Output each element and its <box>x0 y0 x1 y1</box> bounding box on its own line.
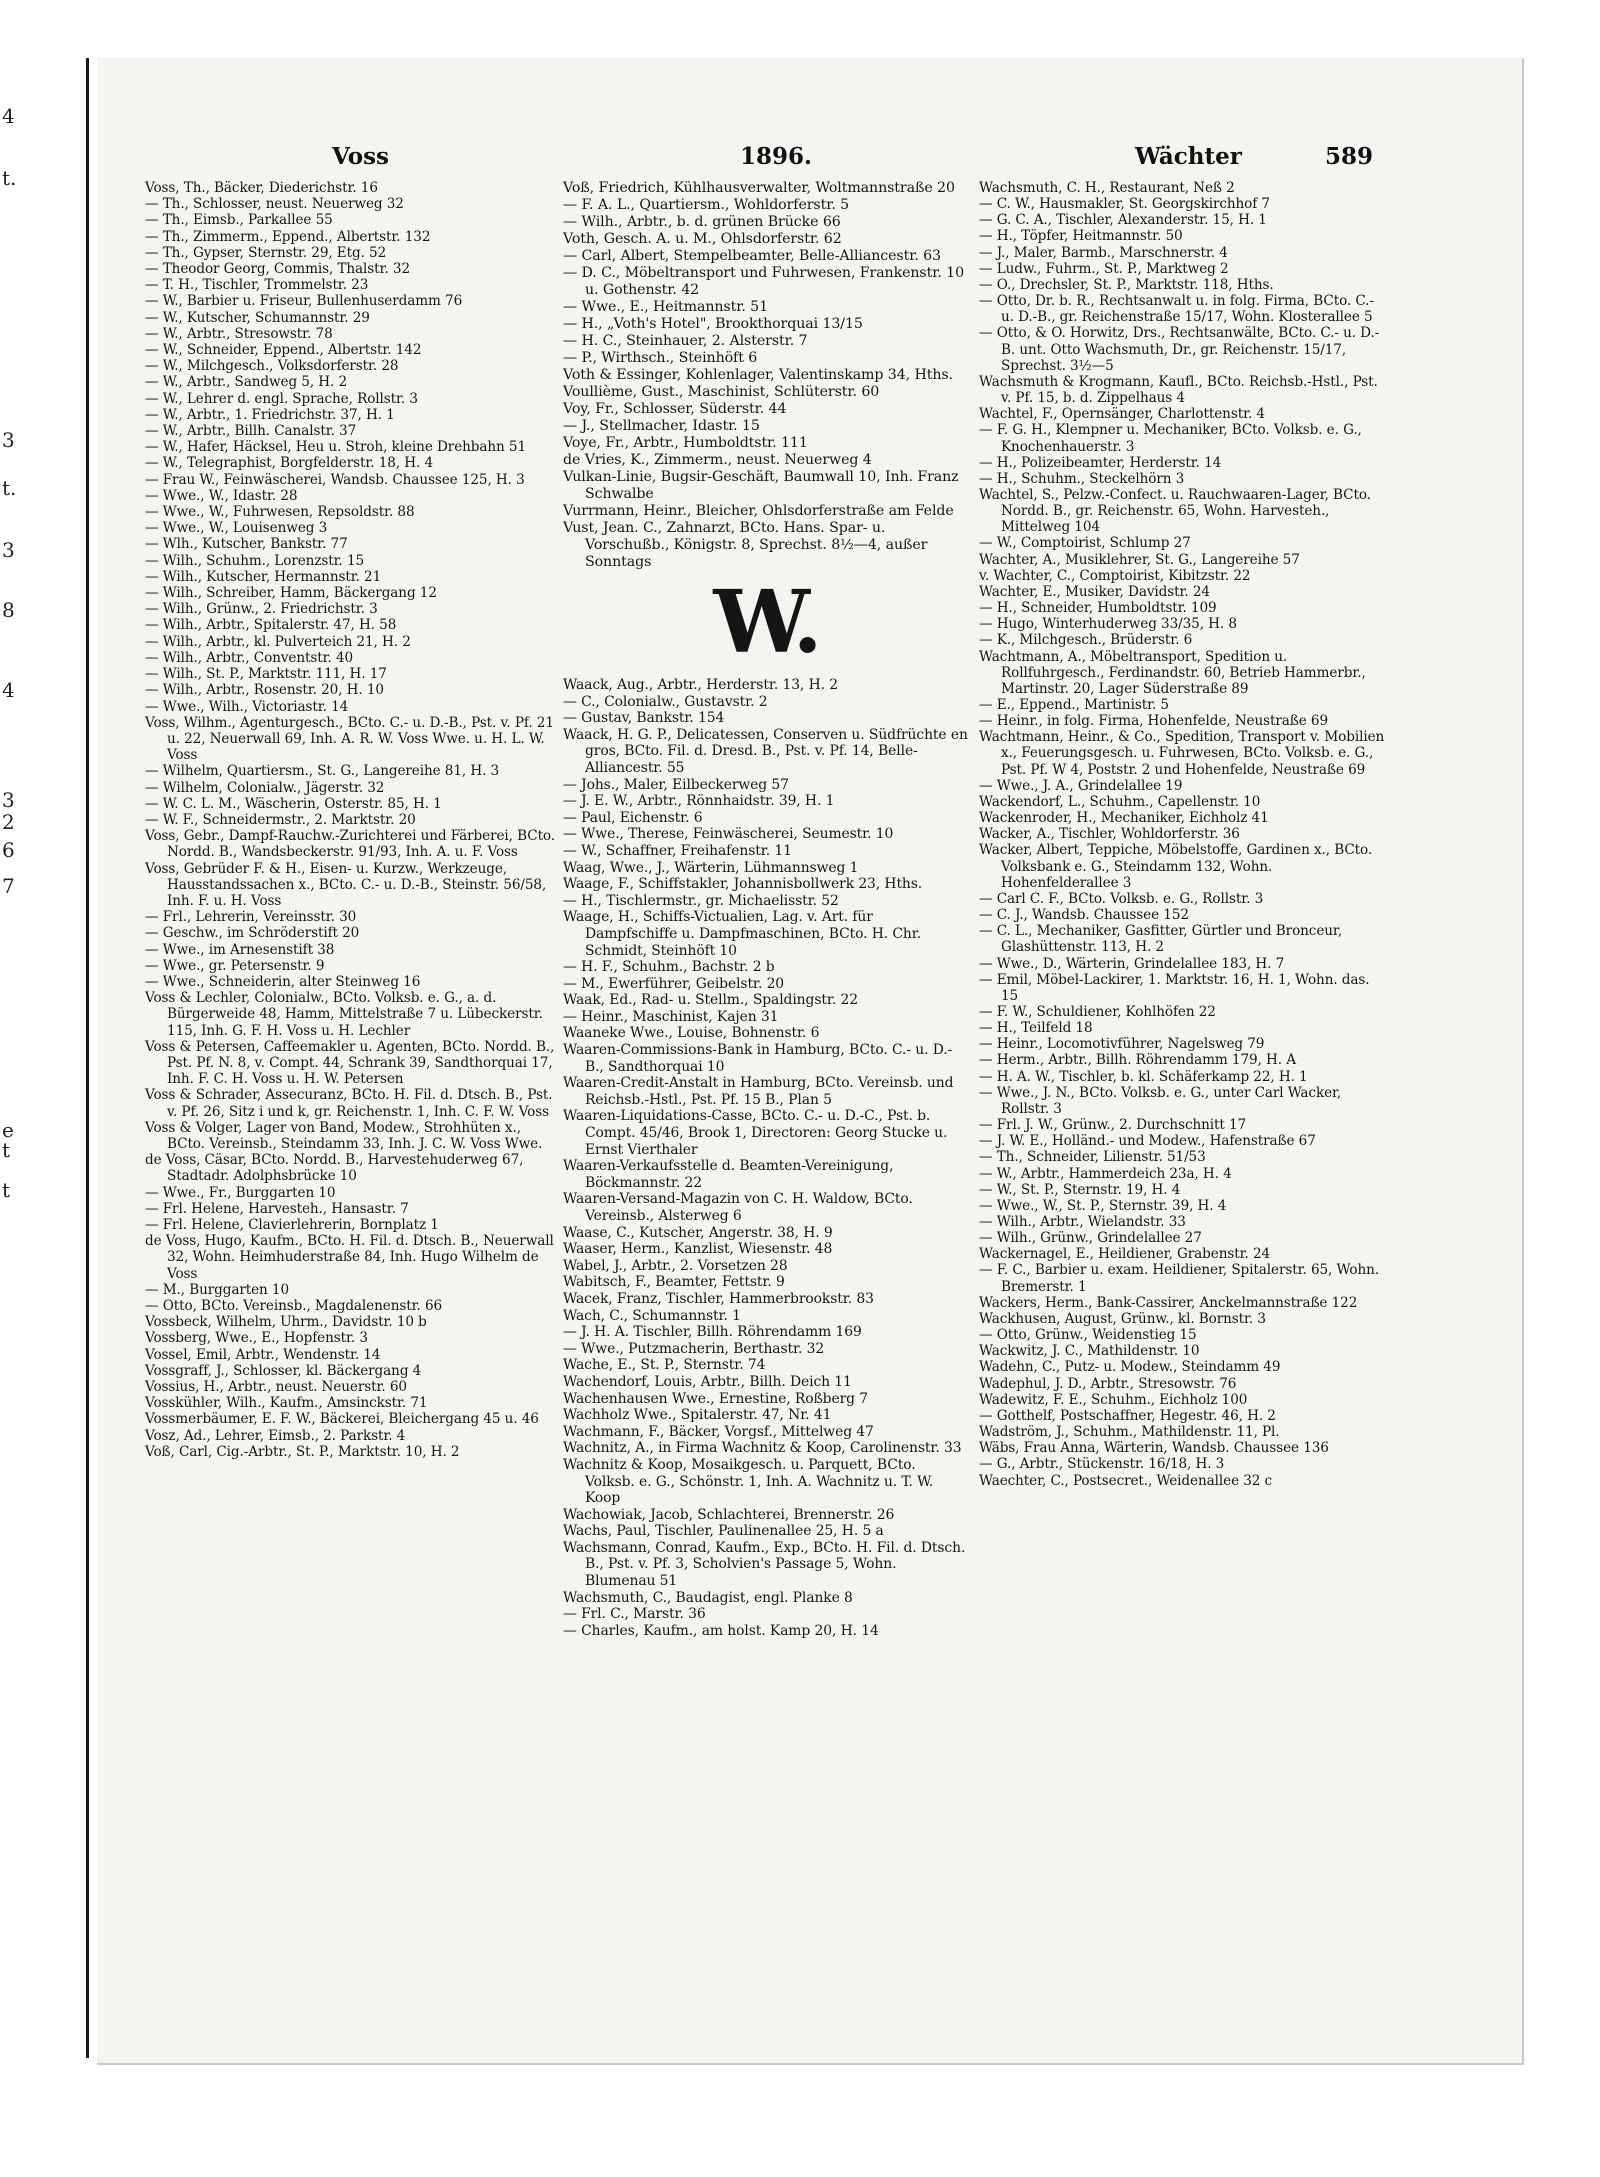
directory-entry: — Wilh., Grünw., 2. Friedrichstr. 3 <box>145 601 378 618</box>
directory-entry: Waaneke Wwe., Louise, Bohnenstr. 6 <box>563 1025 820 1042</box>
directory-entry: — E., Eppend., Martinistr. 5 <box>979 697 1169 713</box>
edge-mark: 8 <box>2 598 15 622</box>
directory-entry: — F. W., Schuldiener, Kohlhöfen 22 <box>979 1003 1216 1020</box>
directory-entry: Voye, Fr., Arbtr., Humboldtstr. 111 <box>563 435 808 451</box>
directory-entry: Waaren-Verkaufsstelle d. Beamten-Vereinigung, Böckmannstr. 22 <box>563 1158 894 1191</box>
edge-mark: 7 <box>2 874 15 898</box>
directory-entry: — Wilh., St. P., Marktstr. 111, H. 17 <box>145 666 387 683</box>
directory-entry: Vossgraff, J., Schlosser, kl. Bäckergang 4 <box>145 1362 422 1379</box>
directory-entry: Wachmann, F., Bäcker, Vorgsf., Mittelweg 47 <box>563 1423 874 1440</box>
directory-entry: Wachsmuth, C., Baudagist, engl. Planke 8 <box>563 1589 853 1606</box>
directory-entry: — Wilh., Schreiber, Hamm, Bäckergang 12 <box>145 585 437 602</box>
directory-entry: — Wwe., J. A., Grindelallee 19 <box>979 777 1183 794</box>
directory-entry: Wachnitz, A., in Firma Wachnitz & Koop, Carolinenstr. 33 <box>563 1440 962 1457</box>
directory-entry: Wachs, Paul, Tischler, Paulinenallee 25, H. 5 a <box>563 1523 884 1540</box>
directory-entry: de Voss, Hugo, Kaufm., BCto. H. Fil. d. Dtsch. B., Neuerwall 32, Wohn. Heimhuderstraße 84, Inh. Hugo Wilhelm de Voss <box>145 1233 554 1282</box>
directory-entry: — Wilh., Arbtr., Rosenstr. 20, H. 10 <box>145 682 384 699</box>
directory-entry: — W., Arbtr., Billh. Canalstr. 37 <box>145 423 357 440</box>
directory-entry: Wabel, J., Arbtr., 2. Vorsetzen 28 <box>563 1257 788 1274</box>
directory-entry: — C. W., Hausmakler, St. Georgskirchhof 7 <box>979 196 1270 213</box>
directory-entry: Wachowiak, Jacob, Schlachterei, Brennerstr. 26 <box>563 1506 895 1523</box>
directory-entry: — Otto, Grünw., Weidenstieg 15 <box>979 1327 1197 1344</box>
directory-entry: Wäbs, Frau Anna, Wärterin, Wandsb. Chaussee 136 <box>979 1440 1329 1457</box>
directory-entry: Waaren-Liquidations-Casse, BCto. C.- u. D.-C., Pst. b. Compt. 45/46, Brook 1, Directoren: Georg Stucke u. Ernst Vierthaler <box>563 1108 948 1158</box>
directory-entry: Voth & Essinger, Kohlenlager, Valentinskamp 34, Hths. <box>563 367 953 383</box>
directory-entry: — W., Kutscher, Schumannstr. 29 <box>145 309 370 326</box>
directory-entry: Wackenroder, H., Mechaniker, Eichholz 41 <box>979 810 1269 827</box>
directory-entry: Voss, Gebr., Dampf-Rauchw.-Zurichterei und Färberei, BCto. Nordd. B., Wandsbeckerstr. 91/93, Inh. A. u. F. Voss <box>145 828 555 861</box>
directory-entry: Waage, H., Schiffs-Victualien, Lag. v. Art. für Dampfschiffe u. Dampfmaschinen, BCto. H. Chr. Schmidt, Steinhöft 10 <box>563 909 922 959</box>
directory-entry: — W. C. L. M., Wäscherin, Osterstr. 85, H. 1 <box>145 795 442 812</box>
directory-entry: — Wwe., W., Fuhrwesen, Repsoldstr. 88 <box>145 504 415 521</box>
directory-entry: — Frl. Helene, Clavierlehrerin, Bornplatz 1 <box>145 1217 439 1233</box>
directory-entry: Voß, Friedrich, Kühlhausverwalter, Woltmannstraße 20 <box>563 180 955 196</box>
directory-entry: Wachtel, S., Pelzw.-Confect. u. Rauchwaaren-Lager, BCto. Nordd. B., gr. Reichenstr. 65, Wohn. Harvesteh., Mittelweg 104 <box>979 486 1371 536</box>
directory-entry: Wachsmuth & Krogmann, Kaufl., BCto. Reichsb.-Hstl., Pst. v. Pf. 15, b. d. Zippelhaus 4 <box>979 373 1378 407</box>
directory-entry: Vust, Jean. C., Zahnarzt, BCto. Hans. Spar- u. Vorschußb., Königstr. 8, Sprechst. 8½—4, außer Sonntags <box>563 520 928 570</box>
directory-entry: — Hugo, Winterhuderweg 33/35, H. 8 <box>979 616 1237 633</box>
directory-entry: Waage, F., Schiffstakler, Johannisbollwerk 23, Hths. <box>563 876 923 893</box>
directory-entry: — Wilh., Arbtr., b. d. grünen Brücke 66 <box>563 214 841 230</box>
directory-entry: — W., Arbtr., Stresowstr. 78 <box>145 325 333 342</box>
directory-entry: Vosskühler, Wilh., Kaufm., Amsinckstr. 71 <box>145 1395 428 1412</box>
directory-page <box>97 58 1522 2063</box>
edge-mark: 4 <box>2 104 15 128</box>
directory-entry: Wachsmuth, C. H., Restaurant, Neß 2 <box>979 180 1235 196</box>
column-3 <box>979 180 1389 1489</box>
directory-entry: — Gotthelf, Postschaffner, Hegestr. 46, H. 2 <box>979 1407 1276 1424</box>
directory-entry: — P., Wirthsch., Steinhöft 6 <box>563 350 758 366</box>
directory-entry: — Theodor Georg, Commis, Thalstr. 32 <box>145 261 410 278</box>
directory-entry: — Th., Schneider, Lilienstr. 51/53 <box>979 1149 1206 1166</box>
directory-entry: Vossberg, Wwe., E., Hopfenstr. 3 <box>145 1330 368 1347</box>
directory-entry: — W., Telegraphist, Borgfelderstr. 18, H. 4 <box>145 455 434 472</box>
directory-entry: — G., Arbtr., Stückenstr. 16/18, H. 3 <box>979 1456 1225 1473</box>
directory-entry: — Frl. Helene, Harvesteh., Hansastr. 7 <box>145 1200 409 1217</box>
directory-entry: — C. L., Mechaniker, Gasfitter, Gürtler und Bronceur, Glashüttenstr. 113, H. 2 <box>979 923 1343 956</box>
directory-entry: — Wwe., W., St. P., Sternstr. 39, H. 4 <box>979 1197 1227 1214</box>
directory-entry: v. Wachter, C., Comptoirist, Kibitzstr. 22 <box>979 567 1251 584</box>
directory-entry: Wach, C., Schumannstr. 1 <box>563 1307 741 1324</box>
directory-entry: — Carl C. F., BCto. Volksb. e. G., Rollstr. 3 <box>979 890 1264 907</box>
directory-entry: — W., Comptoirist, Schlump 27 <box>979 535 1191 552</box>
directory-entry: Waaren-Credit-Anstalt in Hamburg, BCto. Vereinsb. und Reichsb.-Hstl., Pst. Pf. 15 B., Plan 5 <box>563 1075 954 1108</box>
directory-entry: de Vries, K., Zimmerm., neust. Neuerweg 4 <box>563 452 872 468</box>
section-letter-w: W. <box>713 572 819 673</box>
edge-mark: t. <box>2 166 17 190</box>
directory-entry: Wachendorf, Louis, Arbtr., Billh. Deich 11 <box>563 1373 852 1390</box>
directory-entry: — H. C., Steinhauer, 2. Alsterstr. 7 <box>563 333 808 349</box>
directory-entry: — H., Tischlermstr., gr. Michaelisstr. 52 <box>563 892 839 909</box>
directory-entry: Wachter, A., Musiklehrer, St. G., Langereihe 57 <box>979 551 1300 568</box>
directory-entry: Vossbeck, Wilhelm, Uhrm., Davidstr. 10 b <box>145 1314 427 1331</box>
directory-entry: — Ludw., Fuhrm., St. P., Marktweg 2 <box>979 260 1229 277</box>
directory-entry: — W., Barbier u. Friseur, Bullenhuserdamm 76 <box>145 293 463 310</box>
directory-entry: — Frau W., Feinwäscherei, Wandsb. Chaussee 125, H. 3 <box>145 471 525 488</box>
directory-entry: Wachter, E., Musiker, Davidstr. 24 <box>979 583 1210 600</box>
header-left-catchword: Voss <box>332 143 389 170</box>
directory-entry: — H., Schuhm., Steckelhörn 3 <box>979 470 1185 487</box>
directory-entry: — H., Töpfer, Heitmannstr. 50 <box>979 228 1183 245</box>
directory-entry: — Wwe., Fr., Burggarten 10 <box>145 1184 336 1201</box>
directory-entry: Wachnitz & Koop, Mosaikgesch. u. Parquett, BCto. Volksb. e. G., Schönstr. 1, Inh. A. Wachnitz u. T. W. Koop <box>563 1456 934 1507</box>
directory-entry: Waaren-Versand-Magazin von C. H. Waldow, BCto. Vereinsb., Alsterweg 6 <box>563 1191 913 1224</box>
directory-entry: Wachholz Wwe., Spitalerstr. 47, Nr. 41 <box>563 1407 832 1424</box>
directory-entry: Wachtel, F., Opernsänger, Charlottenstr. 4 <box>979 406 1265 423</box>
directory-entry: Wache, E., St. P., Sternstr. 74 <box>563 1357 766 1374</box>
directory-entry: — Wwe., J. N., BCto. Volksb. e. G., unter Carl Wacker, Rollstr. 3 <box>979 1084 1342 1117</box>
directory-entry: — Wwe., W., Idastr. 28 <box>145 487 298 504</box>
directory-entry: — Wilhelm, Quartiersm., St. G., Langereihe 81, H. 3 <box>145 763 500 780</box>
edge-mark: t <box>2 1178 11 1202</box>
directory-entry: Vossius, H., Arbtr., neust. Neuerstr. 60 <box>145 1379 407 1396</box>
directory-entry: Waaren-Commissions-Bank in Hamburg, BCto. C.- u. D.-B., Sandthorquai 10 <box>563 1042 953 1075</box>
page-frame-right <box>1522 58 1524 2063</box>
directory-entry: — H. F., Schuhm., Bachstr. 2 b <box>563 959 775 976</box>
edge-mark: 6 <box>2 838 15 862</box>
directory-entry: — Wilh., Arbtr., Conventstr. 40 <box>145 649 354 666</box>
directory-entry: Wachtmann, Heinr., & Co., Spedition, Transport v. Mobilien x., Feuerungsgesch. u. Fuhrwesen, BCto. Volksb. e. G., Pst. Pf. W 4, Poststr. 2 und Hohenfelde, Neustraße 69 <box>979 729 1385 778</box>
directory-entry: — Wilh., Schuhm., Lorenzstr. 15 <box>145 552 365 569</box>
directory-entry: — W., St. P., Sternstr. 19, H. 4 <box>979 1181 1181 1198</box>
directory-entry: — J., Stellmacher, Idastr. 15 <box>563 418 760 434</box>
directory-entry: — O., Drechsler, St. P., Marktstr. 118, Hths. <box>979 276 1274 293</box>
directory-entry: Vurrmann, Heinr., Bleicher, Ohlsdorferstraße am Felde <box>563 503 954 519</box>
directory-entry: Wadephul, J. D., Arbtr., Stresowstr. 76 <box>979 1375 1237 1392</box>
directory-entry: Waak, Ed., Rad- u. Stellm., Spaldingstr. 22 <box>563 992 858 1009</box>
directory-entry: — Wilh., Kutscher, Hermannstr. 21 <box>145 568 382 585</box>
directory-entry: — Wwe., gr. Petersenstr. 9 <box>145 957 325 974</box>
directory-entry: — D. C., Möbeltransport und Fuhrwesen, Frankenstr. 10 u. Gothenstr. 42 <box>563 265 964 298</box>
directory-entry: Voullième, Gust., Maschinist, Schlüterstr. 60 <box>563 384 880 400</box>
column-2 <box>563 180 969 1639</box>
directory-entry: — Wwe., Therese, Feinwäscherei, Seumestr. 10 <box>563 826 894 843</box>
directory-entry: — Frl. C., Marstr. 36 <box>563 1606 706 1623</box>
directory-entry: — Paul, Eichenstr. 6 <box>563 809 703 826</box>
directory-entry: Wackernagel, E., Heildiener, Grabenstr. 24 <box>979 1246 1271 1263</box>
page-frame-bottom <box>97 2063 1524 2065</box>
directory-entry: — Wwe., Schneiderin, alter Steinweg 16 <box>145 973 421 990</box>
directory-entry: — Wwe., W., Louisenweg 3 <box>145 520 328 537</box>
directory-entry: — Th., Eimsb., Parkallee 55 <box>145 212 333 229</box>
page-number: 589 <box>1325 143 1374 170</box>
directory-entry: — Heinr., Maschinist, Kajen 31 <box>563 1008 779 1025</box>
directory-entry: — W., Arbtr., Sandweg 5, H. 2 <box>145 374 348 391</box>
directory-entry: Wackendorf, L., Schuhm., Capellenstr. 10 <box>979 793 1261 810</box>
directory-entry: Waase, C., Kutscher, Angerstr. 38, H. 9 <box>563 1224 833 1241</box>
directory-entry: Wackers, Herm., Bank-Cassirer, Anckelmannstraße 122 <box>979 1294 1358 1311</box>
directory-entry: — W., Schaffner, Freihafenstr. 11 <box>563 842 792 859</box>
directory-entry: — F. G. H., Klempner u. Mechaniker, BCto. Volksb. e. G., Knochenhauerstr. 3 <box>979 422 1362 455</box>
column-2-bottom <box>563 677 969 1639</box>
directory-entry: Voss & Lechler, Colonialw., BCto. Volksb. e. G., a. d. Bürgerweide 48, Hamm, Mittelstraße 7 u. Lübeckerstr. 115, Inh. G. F. H. Voss u. H. Lechler <box>145 990 543 1039</box>
directory-entry: — Wwe., D., Wärterin, Grindelallee 183, H. 7 <box>979 955 1285 972</box>
directory-entry: Wachenhausen Wwe., Ernestine, Roßberg 7 <box>563 1390 868 1407</box>
directory-entry: — W. F., Schneidermstr., 2. Marktstr. 20 <box>145 811 416 828</box>
directory-entry: Wadström, J., Schuhm., Mathildenstr. 11, Pl. <box>979 1424 1280 1441</box>
directory-entry: Vossmerbäumer, E. F. W., Bäckerei, Bleichergang 45 u. 46 <box>145 1411 539 1428</box>
directory-entry: Voth, Gesch. A. u. M., Ohlsdorferstr. 62 <box>563 231 842 247</box>
directory-entry: — Heinr., Locomotivführer, Nagelsweg 79 <box>979 1036 1265 1053</box>
directory-entry: — Wlh., Kutscher, Bankstr. 77 <box>145 536 348 553</box>
directory-entry: Voß, Carl, Cig.-Arbtr., St. P., Marktstr. 10, H. 2 <box>145 1443 460 1460</box>
directory-entry: — G. C. A., Tischler, Alexanderstr. 15, H. 1 <box>979 212 1267 229</box>
directory-entry: — H. A. W., Tischler, b. kl. Schäferkamp 22, H. 1 <box>979 1068 1308 1085</box>
edge-mark: 3 <box>2 788 15 812</box>
directory-entry: — Th., Schlosser, neust. Neuerweg 32 <box>145 196 404 213</box>
directory-entry: — M., Burggarten 10 <box>145 1281 290 1298</box>
directory-entry: Wackhusen, August, Grünw., kl. Bornstr. 3 <box>979 1310 1266 1327</box>
directory-entry: — Heinr., in folg. Firma, Hohenfelde, Neustraße 69 <box>979 713 1329 730</box>
directory-entry: — Th., Zimmerm., Eppend., Albertstr. 132 <box>145 228 431 245</box>
directory-entry: — W., Arbtr., Hammerdeich 23a, H. 4 <box>979 1165 1232 1182</box>
directory-entry: — Herm., Arbtr., Billh. Röhrendamm 179, H. A <box>979 1052 1296 1069</box>
edge-mark: t. <box>2 476 17 500</box>
left-page-gutter <box>0 0 96 2177</box>
directory-entry: — Th., Gypser, Sternstr. 29, Etg. 52 <box>145 244 387 261</box>
directory-entry: Wackwitz, J. C., Mathildenstr. 10 <box>979 1343 1200 1360</box>
directory-entry: — Wwe., Wilh., Victoriastr. 14 <box>145 698 349 715</box>
directory-entry: — C., Colonialw., Gustavstr. 2 <box>563 693 768 710</box>
edge-mark: 4 <box>2 678 15 702</box>
directory-entry: — Carl, Albert, Stempelbeamter, Belle-Alliancestr. 63 <box>563 248 941 264</box>
edge-mark: 3 <box>2 428 15 452</box>
directory-entry: Wabitsch, F., Beamter, Fettstr. 9 <box>563 1274 785 1291</box>
directory-entry: Wachsmann, Conrad, Kaufm., Exp., BCto. H. Fil. d. Dtsch. B., Pst. v. Pf. 3, Scholvien's Passage 5, Wohn. Blumenau 51 <box>563 1539 966 1590</box>
directory-entry: Wacker, A., Tischler, Wohldorferstr. 36 <box>979 826 1240 843</box>
directory-entry: — J. H. A. Tischler, Billh. Röhrendamm 169 <box>563 1324 862 1341</box>
directory-entry: — Wwe., E., Heitmannstr. 51 <box>563 299 769 315</box>
edge-mark: 2 <box>2 810 15 834</box>
binding-edge <box>86 58 89 2058</box>
directory-entry: Wacker, Albert, Teppiche, Möbelstoffe, Gardinen x., BCto. Volksbank e. G., Steindamm 132, Wohn. Hohenfelderallee 3 <box>979 842 1373 891</box>
directory-entry: — F. A. L., Quartiersm., Wohldorferstr. 5 <box>563 197 850 213</box>
directory-entry: — F. C., Barbier u. exam. Heildiener, Spitalerstr. 65, Wohn. Bremerstr. 1 <box>979 1262 1380 1295</box>
directory-entry: Wachtmann, A., Möbeltransport, Spedition u. Rollfuhrgesch., Ferdinandstr. 60, Betrieb Hammerbr., Martinstr. 20, Lager Süderstraße 89 <box>979 648 1366 697</box>
directory-entry: — M., Ewerführer, Geibelstr. 20 <box>563 975 785 992</box>
directory-entry: de Voss, Cäsar, BCto. Nordd. B., Harvestehuderweg 67, Stadtadr. Adolphsbrücke 10 <box>145 1152 524 1185</box>
directory-entry: — H., Schneider, Humboldtstr. 109 <box>979 600 1217 617</box>
directory-entry: — W., Lehrer d. engl. Sprache, Rollstr. 3 <box>145 390 418 407</box>
directory-entry: — Emil, Möbel-Lackirer, 1. Marktstr. 16, H. 1, Wohn. das. 15 <box>979 971 1370 1004</box>
directory-entry: Voss & Schrader, Assecuranz, BCto. H. Fil. d. Dtsch. B., Pst. v. Pf. 26, Sitz i und k, gr. Reichenstr. 1, Inh. C. F. W. Voss <box>145 1087 553 1120</box>
directory-entry: — Otto, & O. Horwitz, Drs., Rechtsanwälte, BCto. C.- u. D.-B. unt. Otto Wachsmuth, Dr., gr. Reichenstr. 15/17, Sprechst. 3½—5 <box>979 325 1380 374</box>
directory-entry: Wadewitz, F. E., Schuhm., Eichholz 100 <box>979 1391 1248 1408</box>
directory-entry: — Geschw., im Schröderstift 20 <box>145 925 360 942</box>
directory-entry: — J. W. E., Holländ.- und Modew., Hafenstraße 67 <box>979 1133 1316 1150</box>
directory-entry: — Frl. J. W., Grünw., 2. Durchschnitt 17 <box>979 1117 1247 1134</box>
directory-entry: — Wwe., Putzmacherin, Berthastr. 32 <box>563 1340 825 1357</box>
directory-entry: — W., Schneider, Eppend., Albertstr. 142 <box>145 342 422 359</box>
directory-entry: — Wilh., Arbtr., kl. Pulverteich 21, H. 2 <box>145 633 411 650</box>
directory-entry: — Wilh., Arbtr., Spitalerstr. 47, H. 58 <box>145 617 397 634</box>
directory-entry: Vulkan-Linie, Bugsir-Geschäft, Baumwall 10, Inh. Franz Schwalbe <box>563 469 959 502</box>
directory-entry: Wacek, Franz, Tischler, Hammerbrookstr. 83 <box>563 1290 874 1307</box>
edge-mark: t <box>2 1138 11 1162</box>
directory-entry: Vossel, Emil, Arbtr., Wendenstr. 14 <box>145 1346 381 1363</box>
directory-entry: Waechter, C., Postsecret., Weidenallee 32 c <box>979 1472 1273 1489</box>
directory-entry: — Charles, Kaufm., am holst. Kamp 20, H. 14 <box>563 1622 879 1639</box>
directory-entry: — C. J., Wandsb. Chaussee 152 <box>979 907 1189 924</box>
directory-entry: — T. H., Tischler, Trommelstr. 23 <box>145 277 369 294</box>
directory-entry: — W., Milchgesch., Volksdorferstr. 28 <box>145 358 399 375</box>
directory-entry: — Johs., Maler, Eilbeckerweg 57 <box>563 776 789 793</box>
directory-entry: — Frl., Lehrerin, Vereinsstr. 30 <box>145 909 357 926</box>
directory-entry: — W., Arbtr., 1. Friedrichstr. 37, H. 1 <box>145 406 395 423</box>
directory-entry: Voss, Wilhm., Agenturgesch., BCto. C.- u. D.-B., Pst. v. Pf. 21 u. 22, Neuerwall 69, Inh. A. R. W. Voss Wwe. u. H. L. W. Voss <box>145 714 554 764</box>
directory-entry: — Wwe., im Arnesenstift 38 <box>145 941 335 958</box>
directory-entry: Waaser, Herm., Kanzlist, Wiesenstr. 48 <box>563 1241 833 1258</box>
directory-entry: — Gustav, Bankstr. 154 <box>563 710 725 727</box>
directory-entry: Waack, H. G. P., Delicatessen, Conserven u. Südfrüchte en gros, BCto. Fil. d. Dresd. B., Pst. v. Pf. 14, Belle-Alliancestr. 55 <box>563 726 968 776</box>
directory-entry: — J., Maler, Barmb., Marschnerstr. 4 <box>979 244 1228 261</box>
edge-mark: 3 <box>2 538 15 562</box>
directory-entry: Voss, Th., Bäcker, Diederichstr. 16 <box>145 180 378 196</box>
directory-entry: Waag, Wwe., J., Wärterin, Lühmannsweg 1 <box>563 859 859 876</box>
column-2-top <box>563 180 969 571</box>
directory-entry: Voss, Gebrüder F. & H., Eisen- u. Kurzw., Werkzeuge, Hausstandssachen x., BCto. C.- u. D.-B., Steinstr. 56/58, Inh. F. u. H. Voss <box>145 860 547 909</box>
directory-entry: — Otto, Dr. b. R., Rechtsanwalt u. in folg. Firma, BCto. C.- u. D.-B., gr. Reichenstraße 15/17, Wohn. Klosterallee 5 <box>979 293 1374 326</box>
directory-entry: Voy, Fr., Schlosser, Süderstr. 44 <box>563 401 787 417</box>
directory-entry: — Wilhelm, Colonialw., Jägerstr. 32 <box>145 779 385 796</box>
directory-entry: Voss & Petersen, Caffeemakler u. Agenten, BCto. Nordd. B., Pst. Pf. N. 8, v. Compt. 44, Schrank 39, Sandthorquai 17, Inh. F. C. H. Voss u. H. W. Petersen <box>145 1038 555 1088</box>
directory-entry: — K., Milchgesch., Brüderstr. 6 <box>979 632 1193 649</box>
directory-entry: — H., „Voth's Hotel", Brookthorquai 13/15 <box>563 316 863 332</box>
directory-entry: Waack, Aug., Arbtr., Herderstr. 13, H. 2 <box>563 677 838 693</box>
directory-entry: — Wilh., Grünw., Grindelallee 27 <box>979 1230 1202 1247</box>
directory-entry: Vosz, Ad., Lehrer, Eimsb., 2. Parkstr. 4 <box>145 1427 406 1444</box>
directory-entry: — Otto, BCto. Vereinsb., Magdalenenstr. 66 <box>145 1298 443 1315</box>
directory-entry: — J. E. W., Arbtr., Rönnhaidstr. 39, H. 1 <box>563 793 835 810</box>
directory-entry: — H., Polizeibeamter, Herderstr. 14 <box>979 454 1222 471</box>
directory-entry: Wadehn, C., Putz- u. Modew., Steindamm 49 <box>979 1359 1281 1376</box>
directory-entry: — H., Teilfeld 18 <box>979 1020 1093 1037</box>
directory-entry: — Wilh., Arbtr., Wielandstr. 33 <box>979 1214 1186 1230</box>
header-year: 1896. <box>740 143 813 170</box>
directory-entry: Voss & Volger, Lager von Band, Modew., Strohhüten x., BCto. Vereinsb., Steindamm 33, Inh. J. C. W. Voss Wwe. <box>145 1119 543 1152</box>
column-1 <box>145 180 555 1460</box>
edge-mark: e <box>2 1118 14 1142</box>
header-right-catchword: Wächter <box>1135 143 1242 170</box>
directory-entry: — W., Hafer, Häcksel, Heu u. Stroh, kleine Drehbahn 51 <box>145 439 527 456</box>
